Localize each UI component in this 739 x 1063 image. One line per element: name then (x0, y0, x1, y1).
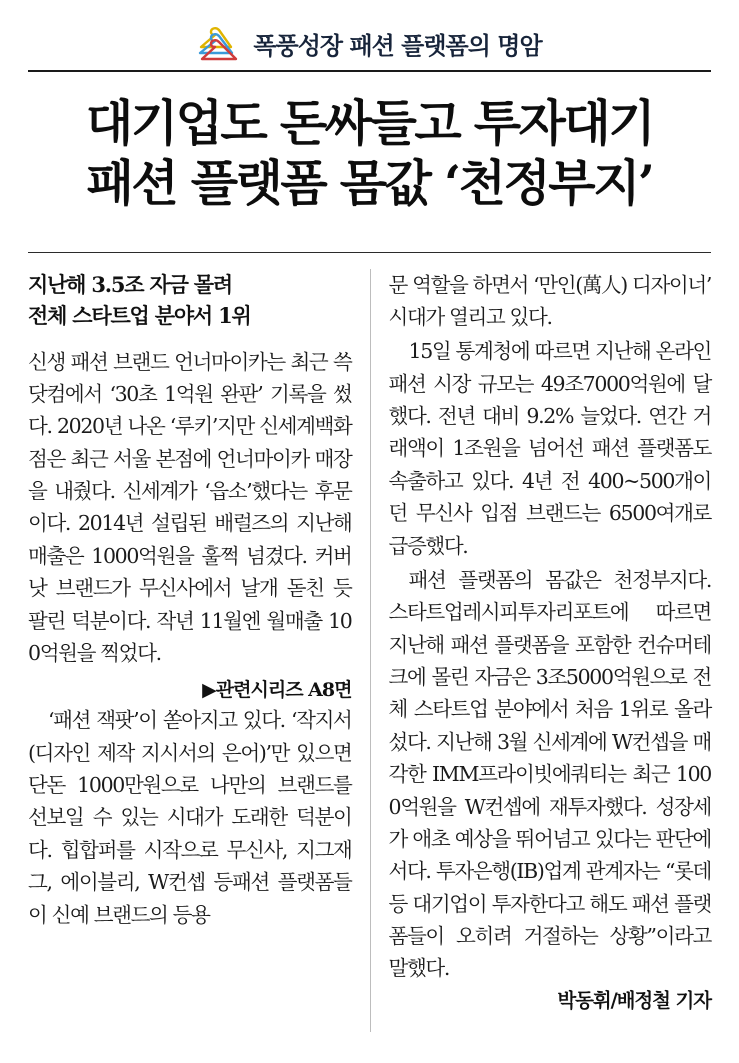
related-series-reference[interactable]: ▶관련시리즈 A8면 (202, 679, 352, 702)
banner (28, 0, 711, 62)
byline: 박동휘/배정철 기자 (557, 988, 711, 1012)
paragraph: ‘패션 잭팟’이 쏟아지고 있다. ‘작지서(디자인 제작 지시서의 은어)’만 있으면 단돈 1000만원으로 나만의 브랜드를 선보일 수 있는 시대가 도래한 덕분이다. 힙합퍼를 시작으로 무신사, 지그재그, 에이블리, W컨셉 등패션 플랫폼들이 신예 브랜드의 등용 (28, 708, 352, 927)
paragraph: 15일 통계청에 따르면 지난해 온라인 패션 시장 규모는 49조7000억원에 달했다. 전년 대비 9.2% 늘었다. 연간 거래액이 1조원을 넘어선 패션 플랫폼도 속출하고 있다. 4년 전 400~500개이던 무신사 입점 브랜드는 6500여개로 급증했다. (388, 339, 711, 558)
headline-line-2: 패션 플랫폼 몸값 ‘천정부지’ (86, 153, 653, 212)
page-title (28, 72, 711, 222)
paragraph: 신생 패션 브랜드 언너마이카는 최근 쓱닷컴에서 ‘30초 1억원 완판’ 기록을 썼다. 2020년 나온 ‘루키’지만 신세계백화점은 최근 서울 본점에 언너마이카 매장을 내줬다. 신세계가 ‘읍소’했다는 후문이다. 2014년 설립된 배럴즈의 지난해 매출은 1000억원을 훌쩍 넘겼다. 커버낫 브랜드가 무신사에서 날개 돋친 듯 팔린 덕분이다. 작년 11월엔 월매출 100억원을 찍었다. (28, 349, 352, 665)
subheadline-line-2: 전체 스타트업 분야서 1위 (28, 303, 251, 329)
column-left (28, 269, 370, 1033)
divider-middle (28, 252, 711, 253)
article-body (28, 269, 711, 1033)
subheadline (28, 269, 352, 332)
column-right (370, 269, 712, 1033)
banner-title: 폭풍성장 패션 플랫폼의 명암 (253, 31, 542, 60)
paragraph: 패션 플랫폼의 몸값은 천정부지다. 스타트업레시피투자리포트에 따르면 지난해 패션 플랫폼을 포함한 컨슈머테크에 몰린 자금은 3조5000억원으로 전체 스타트업 분야에서 처음 1위로 올라섰다. 지난해 3월 신세계에 W컨셉을 매각한 IMM프라이빗에쿼티는 최근 1000억원을 W컨셉에 재투자했다. 성장세가 애초 예상을 뛰어넘고 있다는 판단에서다. 투자은행(IB)업계 관계자는 “롯데 등 대기업이 투자한다고 해도 패션 플랫폼들이 오히려 거절하는 상황”이라고 말했다. (388, 567, 711, 981)
clothes-hanger-icon (197, 23, 241, 63)
paragraph: 문 역할을 하면서 ‘만인(萬人) 디자이너’ 시대가 열리고 있다. (388, 272, 711, 329)
headline-line-1: 대기업도 돈싸들고 투자대기 (85, 94, 654, 152)
subheadline-line-1: 지난해 3.5조 자금 몰려 (28, 271, 232, 297)
